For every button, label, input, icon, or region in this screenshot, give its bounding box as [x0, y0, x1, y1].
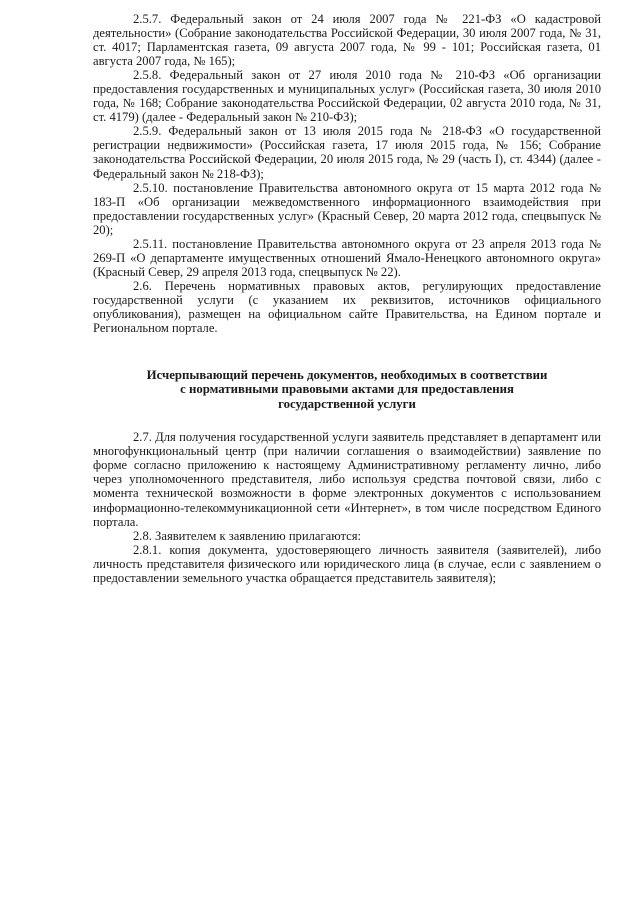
document-page — [93, 12, 601, 585]
paragraph-2-8: 2.8. Заявителем к заявлению прилагаются: — [133, 528, 362, 543]
paragraph-2-5-10: 2.5.10. постановление Правительства автономного округа от 15 марта 2012 года № 183-П «Об организации межведомственного информационного взаимодействия при предоставлении государственных услуг» (Красный Север, 20 марта 2012 года, спецвыпуск № 20); — [93, 180, 601, 237]
section-heading-line-1: Исчерпывающий перечень документов, необходимых в соответствии — [146, 368, 548, 383]
paragraph-2-8-1: 2.8.1. копия документа, удостоверяющего личность заявителя (заявителей), либо личность представителя физического или юридического лица (в случае, если с заявлением о предоставлении земельного участка обращается представитель заявителя); — [93, 542, 601, 585]
paragraph-2-5-11: 2.5.11. постановление Правительства автономного округа от 23 апреля 2013 года № 269-П «О департаменте имущественных отношений Ямало-Ненецкого автономного округа» (Красный Север, 29 апреля 2013 года, спецвыпуск № 22). — [93, 236, 601, 279]
section-heading-line-2: с нормативными правовыми актами для предоставления — [180, 382, 514, 397]
section-heading-line-3: государственной услуги — [278, 396, 416, 411]
paragraph-2-5-9: 2.5.9. Федеральный закон от 13 июля 2015 года № 218-ФЗ «О государственной регистрации недвижимости» (Российская газета, 17 июля 2015 года, № 156; Собрание законодательства Российской Федерации, 20 июля 2015 года, № 29 (часть I), ст. 4344) (далее - Федеральный закон № 218-ФЗ); — [93, 124, 601, 181]
paragraph-2-5-7: 2.5.7. Федеральный закон от 24 июля 2007 года № 221-ФЗ «О кадастровой деятельности» (Собрание законодательства Российской Федерации, 30 июля 2007 года, № 31, ст. 4017; Парламентская газета, 09 августа 2007 года, № 99 - 101; Российская газета, 01 августа 2007 года, № 165); — [93, 12, 601, 69]
paragraph-2-5-8: 2.5.8. Федеральный закон от 27 июля 2010 года № 210-ФЗ «Об организации предоставления государственных и муниципальных услуг» (Российская газета, 30 июля 2010 года, № 168; Собрание законодательства Российской Федерации, 02 августа 2010 года, № 31, ст. 4179) (далее - Федеральный закон № 210-ФЗ); — [93, 68, 601, 125]
paragraph-2-6: 2.6. Перечень нормативных правовых актов, регулирующих предоставление государственной услуги (с указанием их реквизитов, источников официального опубликования), размещен на официальном сайте Правительства, на Едином портале и Региональном портале. — [93, 278, 601, 336]
paragraph-2-7: 2.7. Для получения государственной услуги заявитель представляет в департамент или многофункциональный центр (при наличии соглашения о взаимодействии) заявление по форме согласно приложению к настоящему Административному регламенту лично, либо через уполномоченного представителя, либо используя средства почтовой связи, либо с момента технической возможности в форме электронных документов с использованием информационно-телекоммуникационной сети «Интернет», в том числе посредством Единого портала. — [93, 430, 601, 529]
section-heading — [93, 368, 601, 411]
